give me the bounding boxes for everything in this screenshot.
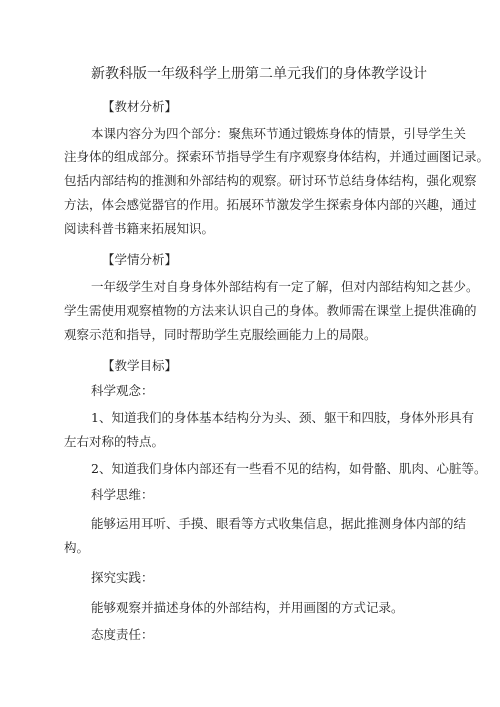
subheading-inquiry-practice: 探究实践： [91, 570, 154, 585]
subheading-science-thinking: 科学思维： [91, 487, 154, 502]
paragraph-line: 方法，体会感觉器官的作用。拓展环节激发学生探索身体内部的兴趣，通过 [64, 197, 477, 212]
paragraph-line: 观察示范和指导，同时帮助学生克服绘画能力上的局限。 [64, 327, 377, 342]
paragraph-line: 注身体的组成部分。探索环节指导学生有序观察身体结构，并通过画图记录。 [64, 149, 490, 164]
section-heading-objectives: 【教学目标】 [102, 358, 178, 373]
paragraph-line: 一年级学生对自身身体外部结构有一定了解，但对内部结构知之甚少。 [91, 279, 479, 294]
paragraph-line: 能够运用耳听、手摸、眼看等方式收集信息，据此推测身体内部的结 [91, 516, 467, 531]
paragraph-line: 本课内容分为四个部分：聚焦环节通过锻炼身体的情景，引导学生关 [91, 126, 467, 141]
paragraph-line: 能够观察并描述身体的外部结构，并用画图的方式记录。 [91, 600, 404, 615]
paragraph-line: 包括内部结构的推测和外部结构的观察。研讨环节总结身体结构，强化观察 [64, 173, 477, 188]
paragraph-line: 构。 [64, 540, 90, 555]
subheading-science-concept: 科学观念： [91, 383, 154, 398]
objective-item: 2、知道我们身体内部还有一些看不见的结构，如骨骼、肌肉、心脏等。 [91, 461, 487, 476]
paragraph-line: 阅读科普书籍来拓展知识。 [64, 221, 215, 236]
section-heading-teaching-material: 【教材分析】 [102, 99, 178, 114]
section-heading-student-analysis: 【学情分析】 [102, 252, 178, 267]
subheading-attitude: 态度责任： [91, 627, 154, 642]
paragraph-line: 学生需使用观察植物的方法来认识自己的身体。教师需在课堂上提供准确的 [64, 303, 477, 318]
objective-item: 1、知道我们的身体基本结构分为头、颈、躯干和四肢，身体外形具有 [91, 410, 474, 425]
objective-item: 左右对称的特点。 [64, 434, 165, 449]
document-title: 新教科版一年级科学上册第二单元我们的身体教学设计 [91, 66, 427, 82]
